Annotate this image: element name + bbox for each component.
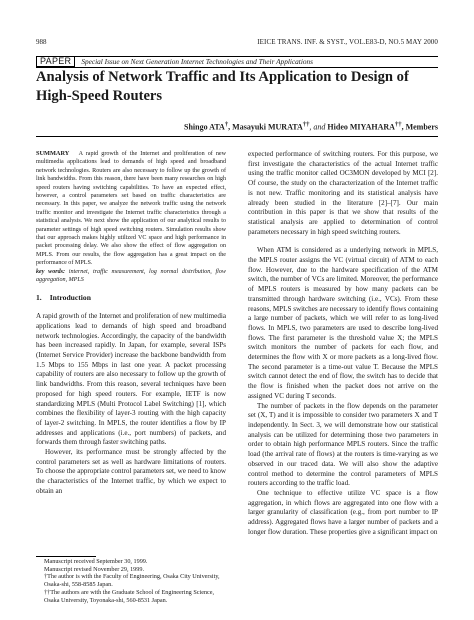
right-column (248, 150, 438, 537)
author-2-mark: †† (302, 121, 310, 128)
author-3-mark: †† (394, 121, 402, 128)
author-line (184, 121, 438, 132)
abstract-text: A rapid growth of the Internet and proliferation of new multimedia applications lead to demands of high speed and broadband network technologies. Routers are also necessary to follow up the growth of link bandwidths. From this reason, there have been many researches on high speed routers having switching capabilities. To have an expected effect, however, a control parameters set based on traffic characteristics are necessary. In this paper, we analyze the network traffic using the network traffic monitor and investigate the Internet traffic characteristics through a statistical analysis. We next show the application of our analytical results to parameter settings of high speed switching routers. Simulation results show that our approach makes highly utilized VC space and high performance in packet processing delay. We also show the effect of flow aggregation on MPLS. From our results, the flow aggregation has a great impact on the performance of MPLS. (36, 151, 226, 267)
right-paragraph-3: The number of packets in the flow depends on the parameter set (X, T) and it is impossible to consider two parameters X and T independently. In Sect. 3, we will demonstrate how our statistical analysis can be utilized for determining those two parameters in order to obtain high performance MPLS routers. Since the traffic load (the arrival rate of flows) at the routers is time-varying as we observed in our traced data. We will also show the adaptive control method to determine the control parameters of MPLS routers according to the traffic load. (248, 401, 438, 488)
keywords: internet, traffic measurement, log normal distribution, flow aggregation, MPLS (36, 268, 226, 284)
author-role: , Members (401, 122, 438, 132)
author-rule (36, 136, 438, 137)
author-1-mark: † (224, 121, 229, 128)
author-2: , Masayuki MURATA (228, 122, 303, 132)
journal-header: IEICE TRANS. INF. & SYST., VOL.E83-D, NO.5 MAY 2000 (257, 38, 438, 46)
section-number: 1. (36, 292, 42, 302)
special-issue-text: Special Issue on Next Generation Internet Technologies and Their Applications (81, 57, 313, 66)
intro-paragraph-2: However, its performance must be strongly affected by the control parameters set as well as hardware limitations of routers. To choose the appropriate control parameters set, we need to know the characteristics of the Internet traffic, by which we expect to obtain an (36, 448, 226, 495)
footnote-rule (36, 556, 96, 557)
footnote-received: Manuscript received September 30, 1999. (44, 558, 148, 565)
footnote-affiliation-2: ††The authors are with the Graduate School of Engineering Science, Osaka University, Toyonaka-shi, 560-8531 Japan. (44, 588, 215, 604)
page-number: 988 (36, 38, 47, 46)
right-paragraph-4: One technique to effective utilize VC space is a flow aggregation, in which flows are aggregated into one flow with a larger granularity of classification (e.g., from port number to IP address). Aggregated flows have a larger number of packets and a longer flow duration. These properties give a significant impact on (248, 488, 438, 536)
abstract-heading: SUMMARY (36, 150, 70, 157)
author-1: Shingo ATA (184, 122, 225, 132)
right-paragraph-1: expected performance of switching routers. For this purpose, we first investigate the characteristics of the actual Internet traffic using the traffic monitor called OC3MON developed by MCI [2]. Of course, the study on the characterization of the Internet traffic is not new. Traffic monitoring and its statistical analysis have already been studied in the literature [2]–[7]. Our main contribution in this paper is that we show that results of the statistical analysis are applied to determination of control parameters necessary in high speed switching routers. (248, 150, 438, 236)
intro-paragraph-1: A rapid growth of the Internet and proliferation of new multimedia applications lead to demands of high speed and broadband network technologies. Accordingly, the capacity of the bandwidth has been increased rapidly. In Japan, for example, several ISPs (Internet Service Provider) increase the backbone bandwidth from 1.5 Mbps to 155 Mbps in last one year. A packet processing capability of routers are also necessary to follow up the growth of link bandwidths. From this reason, several techniques have been proposed for high speed routers. For example, IETF is now standardizing MPLS (Multi Protocol Label Switching) [1], which combines the flexibility of layer-3 routing with the high capacity of layer-2 switching. In MPLS, the router identifies a flow by IP addresses and applications (i.e., port numbers) of packets, and forwards them through faster switching paths. (36, 312, 226, 447)
keywords-label: key words: (36, 268, 66, 275)
special-issue-banner (36, 56, 438, 67)
author-connector: , and (309, 122, 326, 132)
footnotes (36, 558, 226, 604)
author-3: Hideo MIYAHARA (325, 122, 395, 132)
right-paragraph-2: When ATM is considered as a underlying network in MPLS, the MPLS router assigns the VC (virtual circuit) of ATM to each flow. However, due to the hardware specification of the ATM switch, the number of VCs are limited. Moreover, the performance of MPLS routers is measured by how many packets can be transmitted through hardware switching (i.e., VCs). From these reasons, MPLS switches are necessary to identify flows containing a large number of packets, which we will refer to as long-lived flows. In MPLS, two parameters are used to describe long-lived flows. The first parameter is the threshold value X; the MPLS switch monitors the number of packets for each flow, and determines the flow with X or more packets as a long-lived flow. The second parameter is a time-out value T. Because the MPLS switch cannot detect the end of flow, the switch has to decide that the flow is finished when the packet does not arrive on the assigned VC during T seconds. (248, 246, 438, 400)
paper-type-label: PAPER (36, 56, 75, 67)
section-title: Introduction (49, 292, 91, 302)
abstract (36, 150, 226, 285)
paper-title: Analysis of Network Traffic and Its Application to Design of High-Speed Routers (36, 69, 409, 104)
footnote-affiliation-1: †The author is with the Faculty of Engineering, Osaka City University, Osaka-shi, 558-8585 Japan. (44, 573, 220, 589)
section-heading (36, 293, 226, 303)
left-column (36, 150, 226, 497)
footnote-revised: Manuscript revised November 29, 1999. (44, 565, 145, 573)
